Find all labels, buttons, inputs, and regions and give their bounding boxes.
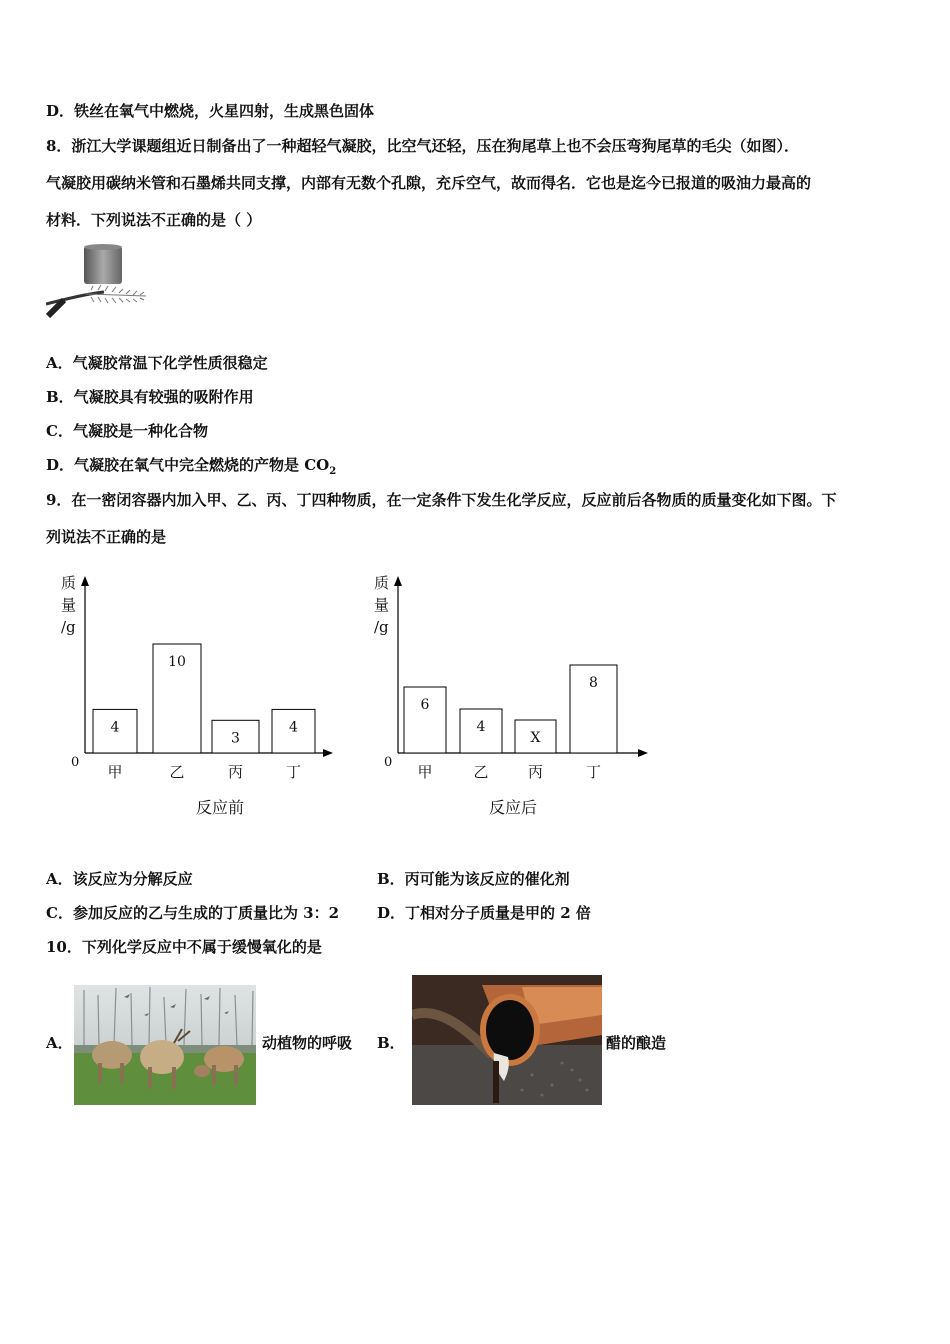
bar-value-label: X (530, 730, 541, 746)
y-axis-label: /g (374, 618, 389, 636)
q8-option-d-text: D．气凝胶在氧气中完全燃烧的产物是 CO (46, 456, 330, 474)
y-axis-arrow (81, 576, 89, 586)
q9-option-d: D．丁相对分子质量是甲的 2 倍 (377, 904, 591, 922)
category-label: 甲 (417, 763, 433, 781)
q7-option-d: D．铁丝在氧气中燃烧，火星四射，生成黑色固体 (46, 102, 375, 120)
q8-option-a: A．气凝胶常温下化学性质很稳定 (46, 354, 268, 372)
bar-value-label: 4 (476, 719, 486, 735)
chart-title: 反应后 (488, 798, 538, 817)
chart-title: 反应前 (195, 798, 245, 817)
y-axis-label: 质 (374, 574, 390, 592)
category-label: 丁 (285, 763, 302, 781)
q8-stem-line-3: 材料．下列说法不正确的是（ ） (46, 211, 262, 229)
q8-option-b: B．气凝胶具有较强的吸附作用 (46, 388, 254, 406)
y-axis-label: 量 (61, 596, 77, 614)
y-axis-label: 质 (61, 574, 77, 592)
bar-value-label: 4 (110, 719, 120, 736)
category-label: 丁 (585, 763, 602, 781)
x-axis-arrow (323, 749, 333, 757)
q8-stem-line-1: 8．浙江大学课题组近日制备出了一种超轻气凝胶，比空气还轻，压在狗尾草上也不会压弯狗尾草的毛尖（如图）． (46, 137, 799, 155)
q8-option-d-subscript: 2 (329, 466, 337, 477)
q9-option-b: B．丙可能为该反应的催化剂 (377, 870, 570, 888)
q8-stem-line-2: 气凝胶用碳纳米管和石墨烯共同支撑，内部有无数个孔隙，充斥空气，故而得名．它也是迄今已报道的吸油力最高的 (46, 174, 812, 192)
q10-option-a-letter: A． (46, 1034, 73, 1052)
category-label: 丙 (527, 763, 544, 781)
y-axis-arrow (394, 576, 402, 586)
y-axis-label: 量 (374, 596, 390, 614)
bar-value-label: 8 (589, 675, 598, 691)
animals-breathing-photo (74, 985, 256, 1105)
q10-option-b-text: 醋的酿造 (606, 1034, 667, 1052)
category-label: 乙 (169, 763, 185, 781)
bar-value-label: 10 (168, 654, 186, 670)
origin-label: 0 (384, 755, 393, 770)
bar-value-label: 3 (231, 730, 240, 747)
q10-stem: 10．下列化学反应中不属于缓慢氧化的是 (46, 938, 322, 956)
category-label: 甲 (107, 763, 123, 781)
category-label: 丙 (227, 763, 244, 781)
origin-label: 0 (71, 755, 80, 770)
chart-after-reaction (366, 568, 656, 832)
vinegar-brewing-photo (412, 975, 602, 1105)
bar-value-label: 6 (420, 697, 430, 713)
q9-stem-line-1: 9．在一密闭容器内加入甲、乙、丙、丁四种物质，在一定条件下发生化学反应，反应前后各物质的质量变化如下图。下 (46, 491, 837, 509)
bar-value-label: 4 (289, 719, 298, 736)
q9-option-a: A．该反应为分解反应 (46, 870, 193, 888)
q10-option-a-text: 动植物的呼吸 (262, 1034, 353, 1052)
category-label: 乙 (473, 763, 489, 781)
q8-option-c: C．气凝胶是一种化合物 (46, 422, 208, 440)
aerogel-on-grass-image (46, 244, 150, 320)
y-axis-label: /g (61, 618, 76, 636)
q8-option-d (46, 455, 336, 482)
chart-before-reaction (55, 568, 345, 832)
q9-option-c: C．参加反应的乙与生成的丁质量比为 3：2 (46, 904, 340, 922)
q9-stem-line-2: 列说法不正确的是 (46, 528, 167, 546)
q10-option-b-letter: B． (377, 1034, 405, 1052)
x-axis-arrow (638, 749, 648, 757)
